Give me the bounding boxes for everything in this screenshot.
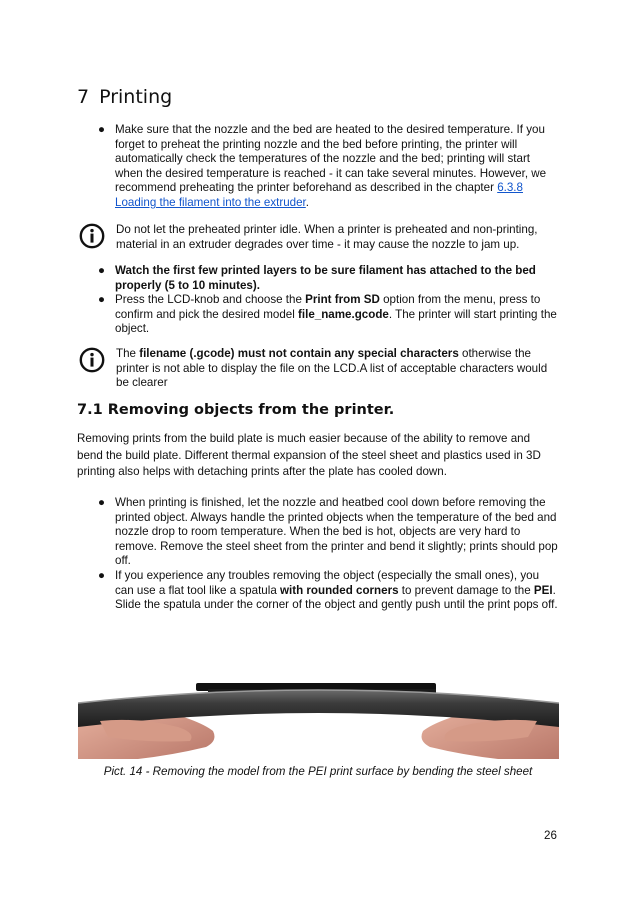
list-item (98, 123, 558, 211)
bullet-text-end: . (305, 195, 310, 209)
bullet-text: If you experience any troubles removing the object (especially the small ones), you can use a flat tool like a spatula (115, 568, 540, 597)
info-icon (79, 223, 105, 249)
bullet-icon: ● (98, 568, 106, 582)
intro-bullet-list (98, 123, 558, 211)
note-text: Do not let the preheated printer idle. When a printer is preheated and non-printing, material in an extruder degrades over time - it may cause the nozzle to jam up. (116, 223, 538, 251)
note-text-end: otherwise the printer is not able to display the file on the LCD.A list of acceptable characters would be clearer (116, 347, 548, 390)
bullet-icon: ● (98, 293, 106, 307)
file-name: file_name.gcode (298, 307, 389, 321)
bullet-text: Make sure that the nozzle and the bed are heated to the desired temperature. If you forget to preheat the printing nozzle and the bed before printing, the printer will automatically check the temperatures of the nozzle and the bed; printing will start when the desired temperature is reached - it can take several minutes. However, we recommend preheating the printer beforehand as described in the chapter (115, 123, 547, 195)
bullet-text: to prevent damage to the (398, 583, 534, 597)
note-text-start: The (116, 347, 140, 360)
subsection-heading (77, 402, 394, 418)
printing-bullet-list (98, 264, 558, 337)
section-number: 7 (77, 86, 90, 108)
menu-option-name: Print from SD (305, 293, 380, 307)
removal-bullet-list (98, 496, 558, 613)
bullet-text: When printing is finished, let the nozzle and heatbed cool down before removing the printed object. Always handle the printed objects when the temperature of the bed and nozzle drop to room temperature. When the bed is hot, objects are very hard to remove. Remove the steel sheet from the printer and bend it slightly; prints should pop off. (115, 496, 558, 568)
list-item (98, 569, 558, 613)
figure-caption: Pict. 14 - Removing the model from the PEI print surface by bending the steel sheet (103, 765, 533, 778)
info-icon (79, 347, 105, 373)
list-item (98, 264, 558, 293)
subsection-title: Removing objects from the printer. (107, 402, 395, 418)
bending-steel-sheet-photo (78, 669, 559, 759)
list-item (98, 496, 558, 569)
note-text (116, 347, 558, 391)
bullet-text: Press the LCD-knob and choose the (115, 293, 306, 307)
pei-label: PEI (533, 583, 553, 597)
bullet-icon: ● (98, 123, 106, 136)
bullet-text: . The printer will start printing the object. (115, 307, 557, 336)
bullet-text-bold: with rounded corners (280, 583, 399, 597)
bullet-icon: ● (98, 264, 106, 277)
body-paragraph: Removing prints from the build plate is much easier because of the ability to remove and bend the build plate. Different thermal expansion of the steel sheet and plastics used in 3D printing also helps with detaching prints after the plate has cooled down. (77, 432, 541, 479)
section-title: Printing (99, 86, 173, 108)
bullet-icon: ● (98, 496, 106, 509)
chapter-link[interactable]: 6.3.8 Loading the filament into the extruder (115, 181, 523, 209)
bullet-text-bold: Watch the first few printed layers to be sure filament has attached to the bed properly (5 to 10 minutes). (115, 264, 536, 292)
list-item (98, 293, 558, 337)
note-text-bold: filename (.gcode) must not contain any special characters (139, 347, 459, 360)
page-number: 26 (544, 829, 557, 842)
bullet-text: . Slide the spatula under the corner of the object and gently push until the print pops off. (115, 583, 558, 612)
subsection-number: 7.1 (77, 402, 103, 418)
section-heading (77, 86, 172, 108)
bullet-text: option from the menu, press to confirm and pick the desired model (115, 293, 541, 321)
